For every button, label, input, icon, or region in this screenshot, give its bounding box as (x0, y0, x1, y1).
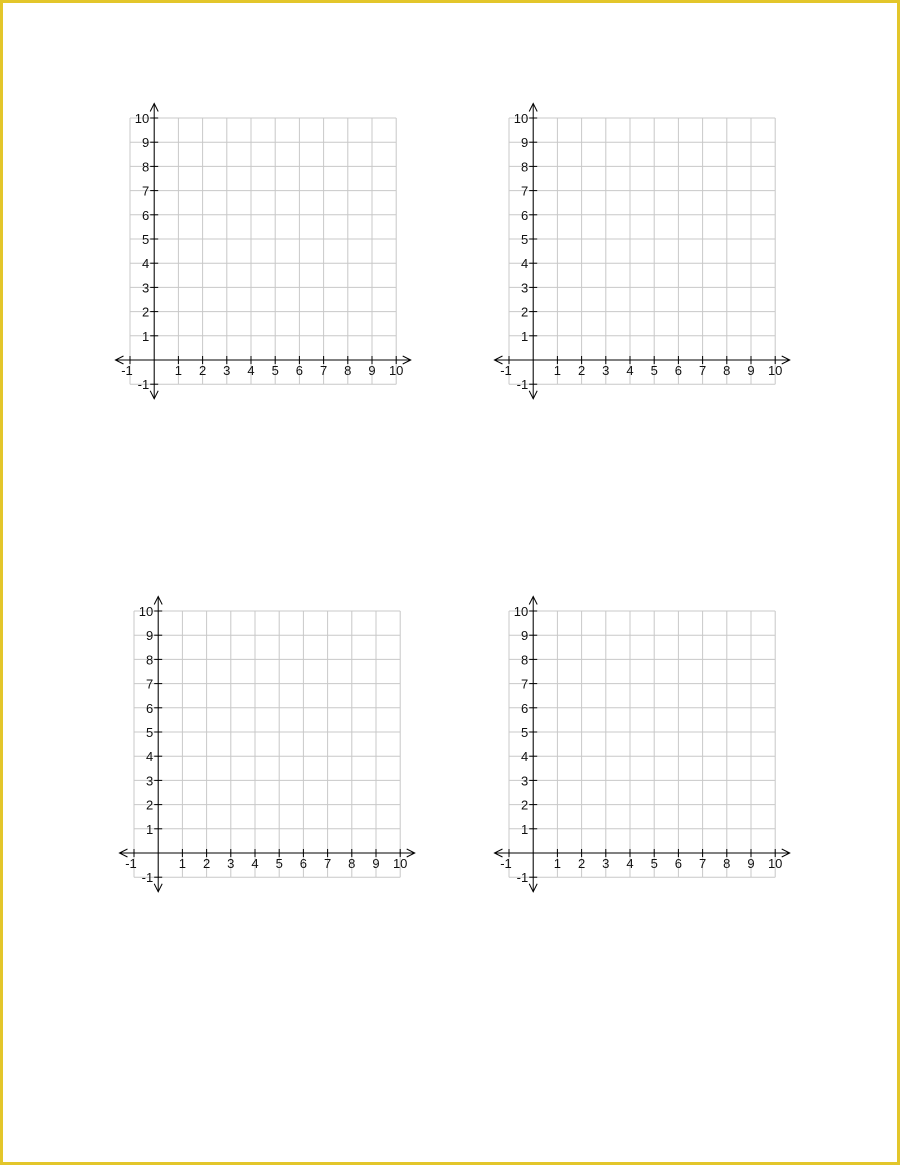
x-tick-label: 6 (299, 856, 308, 871)
y-tick-label: 6 (145, 700, 154, 716)
x-tick-label: 8 (723, 363, 731, 378)
x-tick-label: 6 (674, 856, 683, 871)
y-tick-label: 10 (134, 111, 150, 126)
y-tick-label: 9 (520, 135, 529, 151)
x-tick-label: -1 (500, 856, 512, 871)
graph-panel-1 (115, 103, 410, 398)
x-tick-label: 1 (174, 363, 183, 378)
x-tick-label: 5 (650, 363, 658, 378)
y-tick-label: 1 (145, 821, 154, 837)
x-tick-label: 4 (626, 856, 634, 871)
y-tick-label: 9 (520, 628, 529, 644)
x-tick-label: 2 (198, 363, 207, 378)
graph-panel-3 (119, 596, 414, 891)
x-tick-label: 8 (348, 856, 356, 871)
x-tick-label: 7 (698, 363, 707, 378)
y-tick-label: 6 (520, 700, 529, 716)
x-tick-label: 1 (178, 856, 187, 871)
y-tick-label: 5 (145, 725, 154, 740)
x-tick-label: 10 (392, 856, 408, 871)
y-tick-label: 2 (520, 304, 529, 320)
y-tick-label: 5 (141, 232, 150, 247)
x-tick-label: 4 (251, 856, 259, 871)
x-tick-label: 1 (553, 363, 562, 378)
graph-panel-2 (494, 103, 789, 398)
x-tick-label: 4 (247, 363, 255, 378)
y-tick-label: 10 (513, 111, 529, 126)
x-tick-label: 1 (553, 856, 562, 871)
x-tick-label: -1 (125, 856, 137, 871)
y-tick-label: 6 (141, 207, 150, 223)
x-tick-label: 8 (723, 856, 731, 871)
x-tick-label: 2 (577, 363, 586, 378)
y-tick-label: 1 (520, 328, 529, 344)
graph-panel-4 (494, 596, 789, 891)
y-tick-label: 4 (520, 256, 529, 272)
y-tick-label: 3 (141, 280, 150, 296)
y-tick-label: 3 (520, 280, 529, 296)
y-tick-label: 8 (141, 159, 150, 175)
x-tick-label: -1 (500, 363, 512, 378)
x-tick-label: -1 (121, 363, 133, 378)
y-tick-label: 2 (520, 797, 529, 813)
x-tick-label: 3 (223, 363, 231, 378)
x-tick-label: 10 (388, 363, 404, 378)
x-tick-label: 5 (271, 363, 279, 378)
y-tick-label: 9 (141, 135, 150, 151)
y-tick-label: -1 (516, 870, 529, 886)
x-tick-label: 7 (698, 856, 707, 871)
y-tick-label: 9 (145, 628, 154, 644)
x-tick-label: 7 (319, 363, 328, 378)
y-tick-label: 5 (520, 725, 529, 740)
x-tick-label: 9 (747, 363, 755, 378)
x-tick-label: 2 (577, 856, 586, 871)
x-tick-label: 5 (275, 856, 283, 871)
x-tick-label: 10 (767, 856, 783, 871)
y-tick-label: 7 (520, 676, 529, 692)
y-tick-label: -1 (516, 377, 529, 393)
x-tick-label: 6 (295, 363, 304, 378)
y-tick-label: 7 (141, 183, 150, 199)
y-tick-label: 1 (141, 328, 150, 344)
y-tick-label: 4 (141, 256, 150, 272)
y-tick-label: 7 (145, 676, 154, 692)
x-tick-label: 6 (674, 363, 683, 378)
x-tick-label: 9 (747, 856, 755, 871)
x-tick-label: 4 (626, 363, 634, 378)
y-tick-label: 8 (145, 652, 154, 668)
y-tick-label: 2 (145, 797, 154, 813)
y-tick-label: 1 (520, 821, 529, 837)
x-tick-label: 5 (650, 856, 658, 871)
x-tick-label: 9 (372, 856, 380, 871)
x-tick-label: 3 (602, 363, 610, 378)
y-tick-label: 2 (141, 304, 150, 320)
x-tick-label: 10 (767, 363, 783, 378)
x-tick-label: 9 (368, 363, 376, 378)
x-tick-label: 2 (202, 856, 211, 871)
y-tick-label: 5 (520, 232, 529, 247)
x-tick-label: 8 (344, 363, 352, 378)
x-tick-label: 7 (323, 856, 332, 871)
x-tick-label: 3 (227, 856, 235, 871)
chart-layer (115, 103, 789, 891)
y-tick-label: 10 (138, 604, 154, 619)
y-tick-label: 8 (520, 159, 529, 175)
y-tick-label: 4 (520, 749, 529, 765)
y-tick-label: 8 (520, 652, 529, 668)
y-tick-label: 6 (520, 207, 529, 223)
y-tick-label: -1 (141, 870, 154, 886)
y-tick-label: 3 (145, 773, 154, 789)
y-tick-label: 10 (513, 604, 529, 619)
y-tick-label: 7 (520, 183, 529, 199)
y-tick-label: 4 (145, 749, 154, 765)
y-tick-label: -1 (137, 377, 150, 393)
x-tick-label: 3 (602, 856, 610, 871)
y-tick-label: 3 (520, 773, 529, 789)
